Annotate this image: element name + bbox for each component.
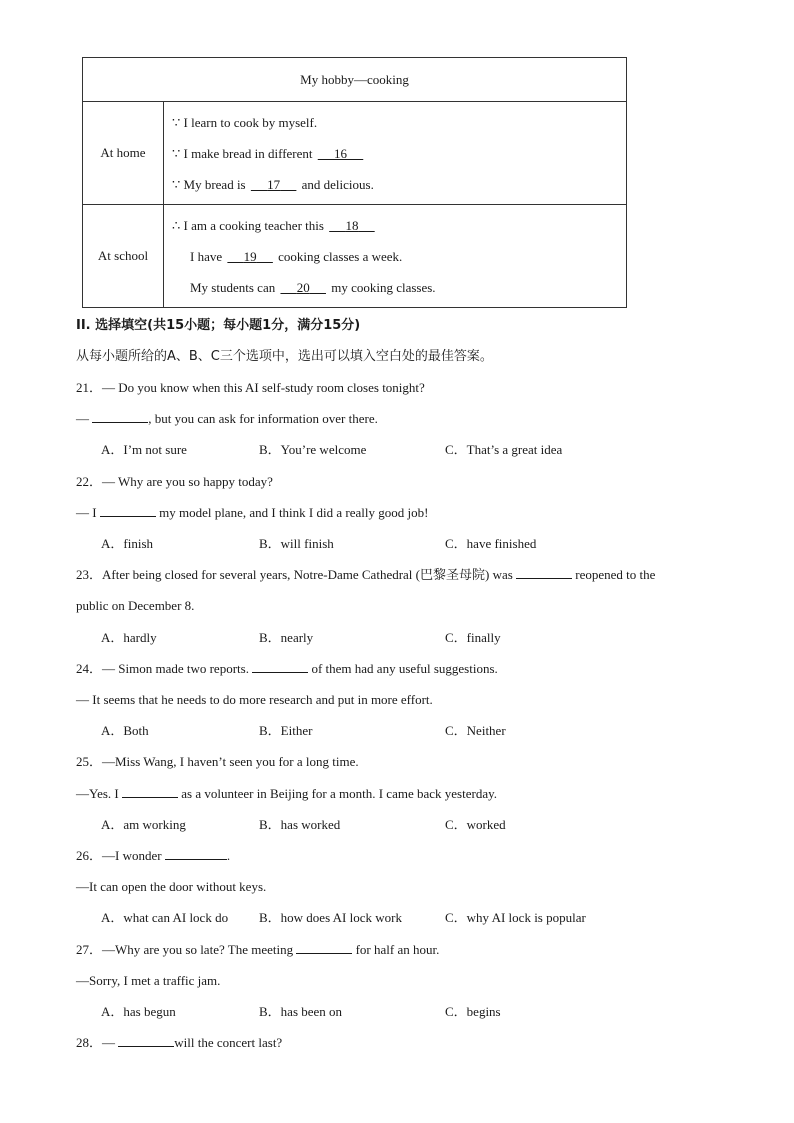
option-a[interactable]: A．what can AI lock do: [101, 910, 229, 925]
option-b[interactable]: B．will finish: [259, 536, 334, 551]
blank-17: 17: [267, 176, 281, 192]
question-21-reply: — , but you can ask for information over there.: [76, 411, 378, 426]
question-22: 22．— Why are you so happy today?: [76, 474, 273, 489]
table-line: My students can 20 my cooking classes.: [172, 272, 625, 303]
row-label-school: At school: [83, 205, 164, 308]
question-24-reply: — It seems that he needs to do more research and put in more effort.: [76, 692, 433, 707]
table-line: ∵ My bread is 17 and delicious.: [172, 169, 625, 200]
table-line: I have 19 cooking classes a week.: [172, 241, 625, 272]
school-lines: [164, 205, 627, 308]
option-a[interactable]: A．am working: [101, 817, 186, 832]
answer-blank: [516, 567, 572, 579]
option-b[interactable]: B．nearly: [259, 630, 314, 645]
answer-blank: [296, 942, 352, 954]
option-c[interactable]: C．That’s a great idea: [445, 442, 563, 457]
question-27: 27．—Why are you so late? The meeting for half an hour.: [76, 942, 440, 957]
row-label-home: At home: [83, 102, 164, 205]
option-a[interactable]: A．finish: [101, 536, 154, 551]
answer-blank: [122, 786, 178, 798]
option-a[interactable]: A．I’m not sure: [101, 442, 187, 457]
option-a[interactable]: A．has begun: [101, 1004, 176, 1019]
question-26-reply: —It can open the door without keys.: [76, 879, 267, 894]
section-instruction: 从每小题所给的A、B、C三个选项中，选出可以填入空白处的最佳答案。: [76, 349, 493, 364]
section-heading: II. 选择填空(共15小题；每小题1分，满分15分): [76, 318, 361, 333]
option-c[interactable]: C．worked: [445, 817, 506, 832]
question-27-reply: —Sorry, I met a traffic jam.: [76, 973, 221, 988]
table-line: ∵ I learn to cook by myself.: [172, 114, 318, 130]
option-c[interactable]: C．why AI lock is popular: [445, 910, 586, 925]
answer-blank: [252, 661, 308, 673]
answer-blank: [100, 505, 156, 517]
question-23: 23．After being closed for several years, Notre-Dame Cathedral (巴黎圣母院) was reopened to the: [76, 567, 656, 582]
question-24: 24．— Simon made two reports. of them had any useful suggestions.: [76, 661, 498, 676]
question-25-reply: —Yes. I as a volunteer in Beijing for a month. I came back yesterday.: [76, 786, 497, 801]
table-title: My hobby—cooking: [83, 58, 627, 102]
question-21: 21．— Do you know when this AI self-study room closes tonight?: [76, 380, 425, 395]
answer-blank: [92, 411, 148, 423]
question-26: 26．—I wonder .: [76, 848, 231, 863]
option-a[interactable]: A．Both: [101, 723, 149, 738]
blank-19: 19: [243, 248, 257, 264]
answer-blank: [165, 848, 227, 860]
answer-blank: [118, 1035, 174, 1047]
option-b[interactable]: B．has worked: [259, 817, 341, 832]
option-c[interactable]: C．begins: [445, 1004, 501, 1019]
hobby-table: [82, 57, 627, 308]
option-b[interactable]: B．Either: [259, 723, 313, 738]
option-b[interactable]: B．You’re welcome: [259, 442, 367, 457]
question-28: 28．— will the concert last?: [76, 1035, 283, 1050]
blank-20: 20: [296, 279, 310, 295]
table-line: ∵ I make bread in different 16: [172, 138, 625, 169]
option-c[interactable]: C．have finished: [445, 536, 537, 551]
question-23-cont: public on December 8.: [76, 598, 195, 613]
blank-16: 16: [334, 145, 347, 161]
option-b[interactable]: B．how does AI lock work: [259, 910, 402, 925]
option-c[interactable]: C．Neither: [445, 723, 506, 738]
table-line: ∴ I am a cooking teacher this 18: [172, 210, 625, 241]
home-lines: [164, 102, 627, 205]
blank-18: 18: [345, 217, 359, 233]
option-c[interactable]: C．finally: [445, 630, 501, 645]
option-a[interactable]: A．hardly: [101, 630, 157, 645]
question-22-reply: — I my model plane, and I think I did a really good job!: [76, 505, 429, 520]
option-b[interactable]: B．has been on: [259, 1004, 343, 1019]
question-25: 25．—Miss Wang, I haven’t seen you for a long time.: [76, 754, 359, 769]
